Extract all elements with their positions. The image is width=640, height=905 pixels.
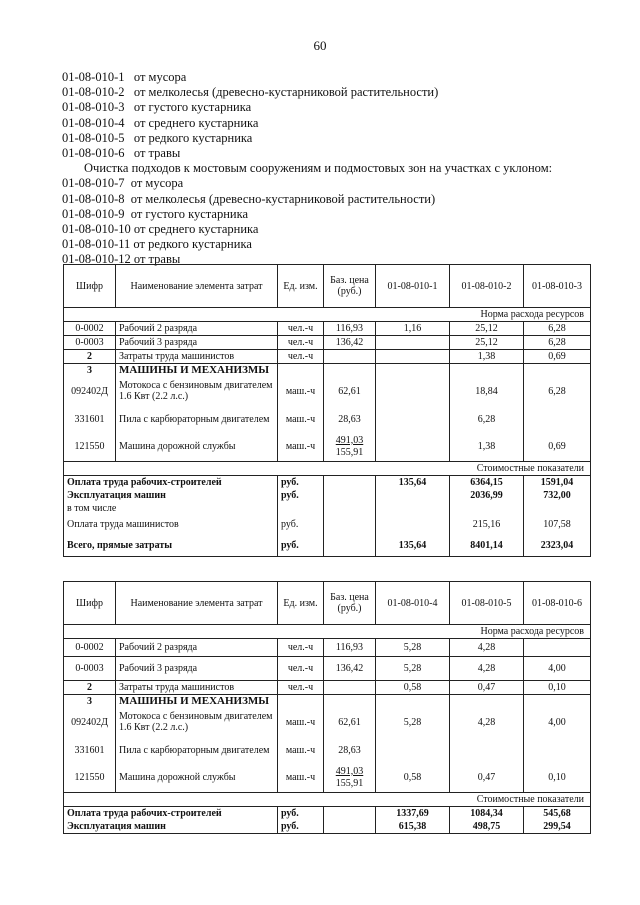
header-name: Наименование элемента затрат bbox=[116, 582, 278, 625]
code: 01-08-010-8 bbox=[62, 191, 125, 206]
total-value bbox=[376, 502, 450, 515]
cell-unit: маш.-ч bbox=[278, 736, 324, 764]
table-row bbox=[64, 639, 591, 657]
total-value bbox=[450, 502, 524, 515]
cell-value bbox=[524, 639, 591, 657]
cost-label: Стоимостные показатели bbox=[64, 461, 591, 475]
cell-price: 28,63 bbox=[324, 405, 376, 433]
cost-label: Стоимостные показатели bbox=[64, 792, 591, 806]
section-code: 3 bbox=[64, 695, 116, 709]
section-name: МАШИНЫ И МЕХАНИЗМЫ bbox=[116, 364, 278, 378]
cell-name: Пила с карбюраторным двигателем bbox=[116, 736, 278, 764]
table-row bbox=[64, 657, 591, 681]
table-row bbox=[64, 433, 591, 461]
cell-value: 0,69 bbox=[524, 350, 591, 364]
code-line bbox=[62, 100, 552, 115]
code-text: от густого кустарника bbox=[130, 206, 249, 221]
total-unit: руб. bbox=[278, 475, 324, 489]
table-header-row bbox=[64, 582, 591, 625]
code: 01-08-010-3 bbox=[62, 100, 125, 115]
code-line bbox=[62, 131, 552, 146]
cell-code: 331601 bbox=[64, 736, 116, 764]
cell-code: 092402Д bbox=[64, 377, 116, 405]
cell-value: 6,28 bbox=[524, 377, 591, 405]
cell-value bbox=[450, 736, 524, 764]
cell-unit: чел.-ч bbox=[278, 681, 324, 695]
price-numerator: 491,03 bbox=[335, 434, 364, 446]
total-row bbox=[64, 475, 591, 489]
total-value: 732,00 bbox=[524, 489, 591, 502]
cell-value: 1,38 bbox=[450, 350, 524, 364]
code: 01-08-010-9 bbox=[62, 206, 125, 221]
cell-value bbox=[376, 377, 450, 405]
cell-value: 1,38 bbox=[450, 433, 524, 461]
total-name: в том числе bbox=[64, 502, 278, 515]
header-price: Баз. цена (руб.) bbox=[324, 265, 376, 308]
cell-value bbox=[376, 405, 450, 433]
code: 01-08-010-10 bbox=[62, 222, 131, 237]
table-row bbox=[64, 377, 591, 405]
code: 01-08-010-5 bbox=[62, 130, 125, 145]
total-value bbox=[376, 489, 450, 502]
cell-value: 0,47 bbox=[450, 681, 524, 695]
code-text: от мелколесья (древесно-кустарниковой растительности) bbox=[130, 191, 436, 206]
cell-unit: чел.-ч bbox=[278, 322, 324, 336]
code-line bbox=[62, 85, 552, 100]
total-value: 135,64 bbox=[376, 475, 450, 489]
norm-row bbox=[64, 625, 591, 639]
header-unit: Ед. изм. bbox=[278, 582, 324, 625]
total-row bbox=[64, 489, 591, 502]
section-code: 3 bbox=[64, 364, 116, 378]
cell-value: 4,00 bbox=[524, 708, 591, 736]
code-line bbox=[62, 116, 552, 131]
cell-price: 116,93 bbox=[324, 639, 376, 657]
code-list bbox=[62, 70, 552, 268]
cell-value: 0,10 bbox=[524, 681, 591, 695]
cell-value bbox=[376, 350, 450, 364]
header-col: 01-08-010-5 bbox=[450, 582, 524, 625]
cell-code: 121550 bbox=[64, 433, 116, 461]
cell-name: Рабочий 2 разряда bbox=[116, 639, 278, 657]
cell-name: Пила с карбюраторным двигателем bbox=[116, 405, 278, 433]
price-denominator: 155,91 bbox=[335, 446, 364, 458]
code: 01-08-010-1 bbox=[62, 70, 125, 84]
code-text: от густого кустарника bbox=[133, 100, 252, 115]
cell-unit: чел.-ч bbox=[278, 350, 324, 364]
cell-value: 4,28 bbox=[450, 657, 524, 681]
total-value: 215,16 bbox=[450, 515, 524, 535]
code-text: от редкого кустарника bbox=[133, 237, 252, 252]
total-unit: руб. bbox=[278, 515, 324, 535]
total-value: 498,75 bbox=[450, 820, 524, 834]
code-text: от среднего кустарника bbox=[133, 115, 259, 130]
table-row bbox=[64, 764, 591, 792]
cell-code: 331601 bbox=[64, 405, 116, 433]
total-row bbox=[64, 535, 591, 557]
total-name: Эксплуатация машин bbox=[64, 489, 278, 502]
header-name: Наименование элемента затрат bbox=[116, 265, 278, 308]
total-value: 1084,34 bbox=[450, 806, 524, 820]
cell-unit: чел.-ч bbox=[278, 657, 324, 681]
cell-name: Машина дорожной службы bbox=[116, 764, 278, 792]
cell-value bbox=[524, 736, 591, 764]
cell-unit: чел.-ч bbox=[278, 639, 324, 657]
cell-value bbox=[376, 336, 450, 350]
cell-value: 5,28 bbox=[376, 657, 450, 681]
table-row bbox=[64, 736, 591, 764]
cell-value: 0,47 bbox=[450, 764, 524, 792]
code-text: от мелколесья (древесно-кустарниковой растительности) bbox=[133, 85, 439, 100]
cell-code: 0-0003 bbox=[64, 657, 116, 681]
total-row bbox=[64, 806, 591, 820]
header-cipher: Шифр bbox=[64, 582, 116, 625]
code: 01-08-010-12 bbox=[62, 252, 131, 267]
table-header-row bbox=[64, 265, 591, 308]
total-name: Оплата труда машинистов bbox=[64, 515, 278, 535]
page-number: 60 bbox=[313, 38, 327, 53]
code: 01-08-010-7 bbox=[62, 176, 125, 191]
cell-unit: маш.-ч bbox=[278, 708, 324, 736]
cell-name: Затраты труда машинистов bbox=[116, 350, 278, 364]
cell-value: 18,84 bbox=[450, 377, 524, 405]
code-line bbox=[62, 70, 552, 85]
norm-label: Норма расхода ресурсов bbox=[64, 625, 591, 639]
cell-code: 121550 bbox=[64, 764, 116, 792]
price-numerator: 491,03 bbox=[335, 765, 364, 777]
total-unit bbox=[278, 502, 324, 515]
total-value: 135,64 bbox=[376, 535, 450, 557]
code: 01-08-010-6 bbox=[62, 146, 125, 161]
cell-name: Рабочий 3 разряда bbox=[116, 336, 278, 350]
section-row bbox=[64, 364, 591, 378]
cell-name: Мотокоса с бензиновым двигателем 1.6 Квт (2.2 л.с.) bbox=[116, 377, 278, 405]
table-row bbox=[64, 336, 591, 350]
header-col: 01-08-010-2 bbox=[450, 265, 524, 308]
cost-table-2 bbox=[63, 581, 591, 834]
code: 01-08-010-2 bbox=[62, 85, 125, 100]
cell-value bbox=[376, 433, 450, 461]
code-line bbox=[62, 222, 552, 237]
cell-value: 4,28 bbox=[450, 639, 524, 657]
cell-price: 28,63 bbox=[324, 736, 376, 764]
cell-price bbox=[324, 350, 376, 364]
code-line bbox=[62, 146, 552, 161]
cell-name: Рабочий 2 разряда bbox=[116, 322, 278, 336]
cell-value: 6,28 bbox=[450, 405, 524, 433]
code-line bbox=[62, 237, 552, 252]
cell-price-fraction bbox=[324, 764, 376, 792]
total-name: Всего, прямые затраты bbox=[64, 535, 278, 557]
total-row bbox=[64, 820, 591, 834]
cell-value bbox=[376, 736, 450, 764]
total-unit: руб. bbox=[278, 535, 324, 557]
cell-value: 0,10 bbox=[524, 764, 591, 792]
cell-value: 25,12 bbox=[450, 336, 524, 350]
cell-code: 2 bbox=[64, 350, 116, 364]
cell-price: 136,42 bbox=[324, 657, 376, 681]
table-row bbox=[64, 681, 591, 695]
code-text: от редкого кустарника bbox=[133, 130, 253, 145]
cell-price: 116,93 bbox=[324, 322, 376, 336]
cell-code: 0-0003 bbox=[64, 336, 116, 350]
total-value: 615,38 bbox=[376, 820, 450, 834]
cell-value: 5,28 bbox=[376, 639, 450, 657]
total-value: 6364,15 bbox=[450, 475, 524, 489]
header-cipher: Шифр bbox=[64, 265, 116, 308]
cell-value: 5,28 bbox=[376, 708, 450, 736]
cell-code: 0-0002 bbox=[64, 322, 116, 336]
cell-unit: маш.-ч bbox=[278, 764, 324, 792]
cell-value: 4,28 bbox=[450, 708, 524, 736]
cell-value: 4,00 bbox=[524, 657, 591, 681]
cost-table-1 bbox=[63, 264, 591, 557]
total-value: 107,58 bbox=[524, 515, 591, 535]
total-unit: руб. bbox=[278, 806, 324, 820]
total-name: Оплата труда рабочих-строителей bbox=[64, 806, 278, 820]
total-name: Эксплуатация машин bbox=[64, 820, 278, 834]
cell-price: 62,61 bbox=[324, 708, 376, 736]
total-value: 1591,04 bbox=[524, 475, 591, 489]
cell-code: 2 bbox=[64, 681, 116, 695]
subheading: Очистка подходов к мостовым сооружениям и подмостовых зон на участках с уклоном: bbox=[84, 161, 553, 176]
norm-label: Норма расхода ресурсов bbox=[64, 308, 591, 322]
cell-price: 136,42 bbox=[324, 336, 376, 350]
table-row bbox=[64, 350, 591, 364]
cell-unit: маш.-ч bbox=[278, 377, 324, 405]
header-unit: Ед. изм. bbox=[278, 265, 324, 308]
code-text: от мусора bbox=[130, 176, 184, 191]
total-value: 1337,69 bbox=[376, 806, 450, 820]
cost-row bbox=[64, 461, 591, 475]
cell-value: 0,58 bbox=[376, 681, 450, 695]
total-row bbox=[64, 502, 591, 515]
total-value: 8401,14 bbox=[450, 535, 524, 557]
cell-value: 0,58 bbox=[376, 764, 450, 792]
cell-unit: чел.-ч bbox=[278, 336, 324, 350]
cell-value: 1,16 bbox=[376, 322, 450, 336]
cell-name: Мотокоса с бензиновым двигателем 1.6 Квт (2.2 л.с.) bbox=[116, 708, 278, 736]
price-denominator: 155,91 bbox=[335, 777, 364, 789]
cell-unit: маш.-ч bbox=[278, 405, 324, 433]
cell-value: 0,69 bbox=[524, 433, 591, 461]
cell-code: 092402Д bbox=[64, 708, 116, 736]
cell-name: Машина дорожной службы bbox=[116, 433, 278, 461]
total-name: Оплата труда рабочих-строителей bbox=[64, 475, 278, 489]
code-text: от травы bbox=[133, 252, 181, 267]
cell-unit: маш.-ч bbox=[278, 433, 324, 461]
code-line bbox=[62, 192, 552, 207]
total-unit: руб. bbox=[278, 489, 324, 502]
code-text: от среднего кустарника bbox=[133, 222, 259, 237]
total-value bbox=[524, 502, 591, 515]
cell-value: 6,28 bbox=[524, 322, 591, 336]
section-name: МАШИНЫ И МЕХАНИЗМЫ bbox=[116, 695, 278, 709]
total-unit: руб. bbox=[278, 820, 324, 834]
code: 01-08-010-4 bbox=[62, 115, 125, 130]
code: 01-08-010-11 bbox=[62, 237, 131, 252]
cell-name: Рабочий 3 разряда bbox=[116, 657, 278, 681]
norm-row bbox=[64, 308, 591, 322]
cell-value: 6,28 bbox=[524, 336, 591, 350]
cell-price-fraction bbox=[324, 433, 376, 461]
total-value: 299,54 bbox=[524, 820, 591, 834]
cost-row bbox=[64, 792, 591, 806]
total-value: 2323,04 bbox=[524, 535, 591, 557]
cell-price bbox=[324, 681, 376, 695]
cell-value bbox=[524, 405, 591, 433]
header-col: 01-08-010-6 bbox=[524, 582, 591, 625]
table-row bbox=[64, 405, 591, 433]
code-line bbox=[62, 207, 552, 222]
total-row bbox=[64, 515, 591, 535]
cell-name: Затраты труда машинистов bbox=[116, 681, 278, 695]
cell-value: 25,12 bbox=[450, 322, 524, 336]
header-col: 01-08-010-1 bbox=[376, 265, 450, 308]
section-row bbox=[64, 695, 591, 709]
cell-price: 62,61 bbox=[324, 377, 376, 405]
code-text: от травы bbox=[133, 146, 181, 161]
total-value bbox=[376, 515, 450, 535]
table-row bbox=[64, 322, 591, 336]
header-col: 01-08-010-4 bbox=[376, 582, 450, 625]
code-text: от мусора bbox=[133, 70, 187, 84]
total-value: 545,68 bbox=[524, 806, 591, 820]
total-value: 2036,99 bbox=[450, 489, 524, 502]
header-price: Баз. цена (руб.) bbox=[324, 582, 376, 625]
table-row bbox=[64, 708, 591, 736]
code-line bbox=[62, 176, 552, 191]
header-col: 01-08-010-3 bbox=[524, 265, 591, 308]
cell-code: 0-0002 bbox=[64, 639, 116, 657]
